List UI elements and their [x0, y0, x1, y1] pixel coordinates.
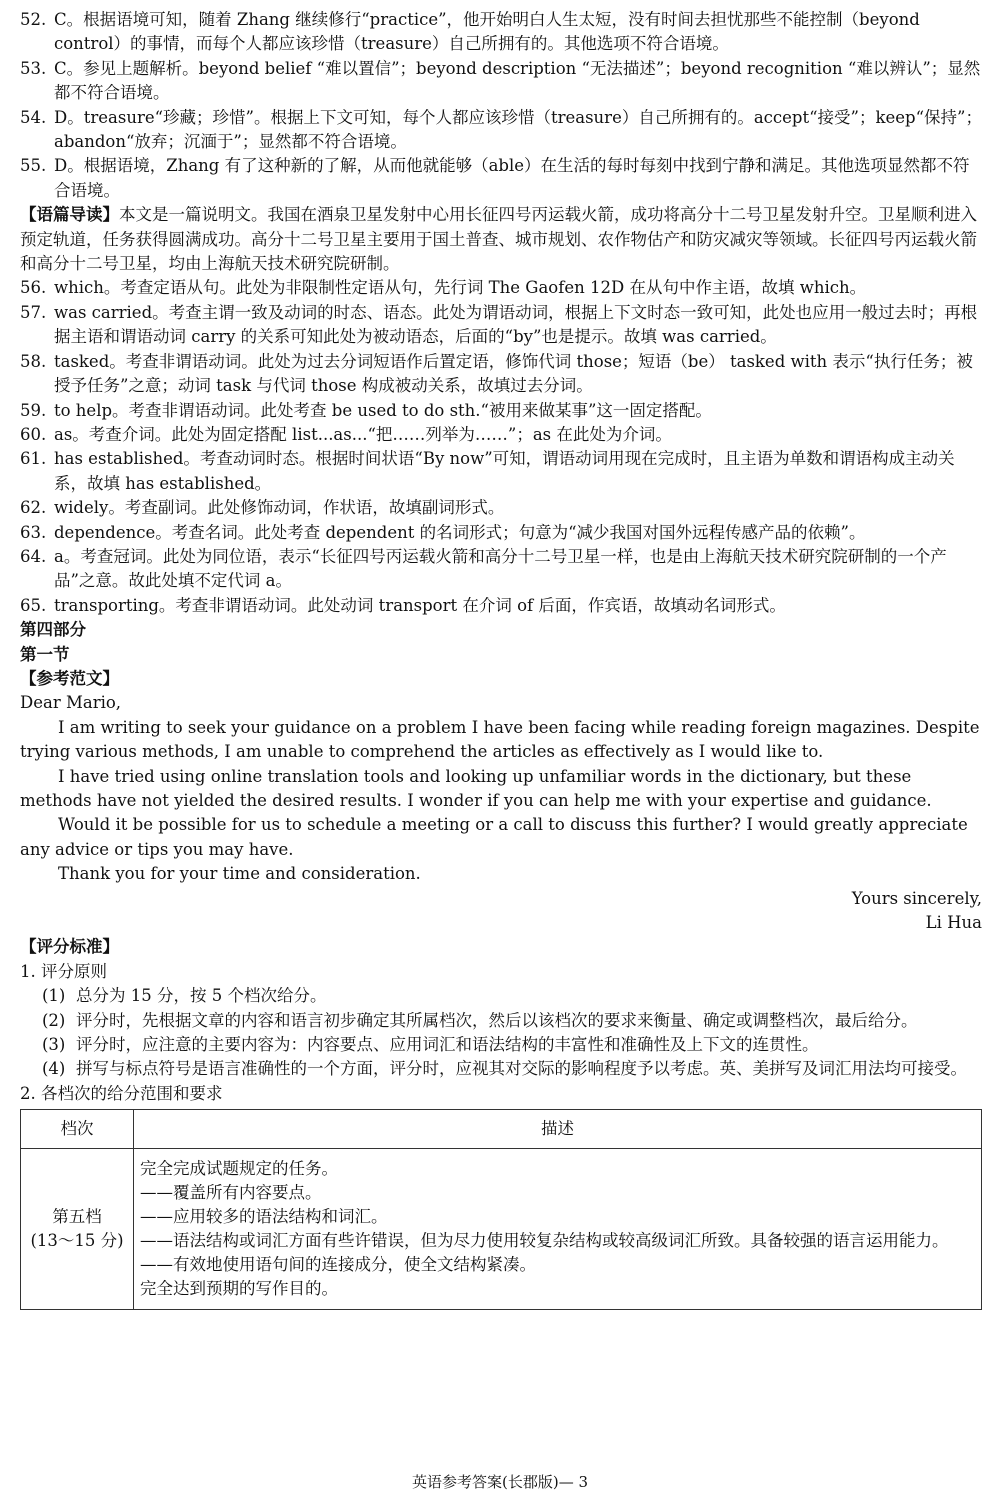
answer-item: [20, 350, 982, 399]
description-line: 完全达到预期的写作目的。: [140, 1279, 338, 1299]
letter-paragraph: Thank you for your time and consideration.: [58, 864, 421, 884]
answer-number: 59.: [20, 400, 47, 420]
letter-salutation: Dear Mario,: [20, 693, 122, 713]
letter-closing: Yours sincerely,: [851, 888, 982, 908]
criteria-tag: 【评分标准】: [20, 937, 119, 957]
description-line: 完全完成试题规定的任务。: [140, 1159, 338, 1179]
answer-number: 64.: [20, 546, 47, 566]
answer-page: [20, 8, 982, 1310]
answer-text: D。treasure“珍藏；珍惜”。根据上下文可知，每个人都应该珍惜（treasure）自己所拥有的。accept“接受”；keep“保持”；abandon“放弃；沉湎于”；显然都不符合语境。: [54, 107, 982, 152]
answer-item: [20, 521, 982, 545]
answer-number: 56.: [20, 278, 47, 298]
answer-text: transporting。考查非谓语动词。此处动词 transport 在介词 of 后面，作宾语，故填动名词形式。: [54, 595, 786, 615]
answer-text: which。考查定语从句。此处为非限制性定语从句，先行词 The Gaofen 12D 在从句中作主语，故填 which。: [54, 278, 867, 298]
criteria-number: (2): [42, 1010, 66, 1030]
answer-text: widely。考查副词。此处修饰动词，作状语，故填副词形式。: [54, 498, 505, 518]
answer-item: [20, 301, 982, 350]
level-name: 第五档: [52, 1206, 102, 1226]
section-heading: 第一节: [20, 644, 70, 664]
criteria-text: 评分时，先根据文章的内容和语言初步确定其所属档次，然后以该档次的要求来衡量、确定或调整档次，最后给分。: [76, 1010, 918, 1030]
levels-title: 2. 各档次的给分范围和要求: [20, 1083, 223, 1103]
criteria-item: [20, 984, 982, 1008]
answer-text: a。考查冠词。此处为同位语，表示“长征四号丙运载火箭和高分十二号卫星一样，也是由上海航天技术研究院研制的一个产品”之意。故此处填不定代词 a。: [54, 546, 947, 591]
description-line: ——语法结构或词汇方面有些许错误，但为尽力使用较复杂结构或较高级词汇所致。具备较强的语言运用能力。: [140, 1231, 949, 1251]
criteria-number: (4): [42, 1059, 66, 1079]
answer-number: 61.: [20, 449, 47, 469]
description-cell: [134, 1149, 982, 1310]
criteria-item: [20, 1033, 982, 1057]
passage-guide: [20, 203, 982, 276]
answer-text: as。考查介词。此处为固定搭配 list...as...“把……列举为……”；as 在此处为介词。: [54, 424, 672, 444]
answer-number: 60.: [20, 424, 47, 444]
guide-text: 本文是一篇说明文。我国在酒泉卫星发射中心用长征四号丙运载火箭，成功将高分十二号卫星发射升空。卫星顺利进入预定轨道，任务获得圆满成功。高分十二号卫星主要用于国土普查、城市规划、农作物估产和防灾减灾等领域。长征四号丙运载火箭和高分十二号卫星，均由上海航天技术研究院研制。: [20, 205, 977, 274]
answer-number: 58.: [20, 351, 47, 371]
answer-number: 65.: [20, 595, 47, 615]
criteria-item: [20, 1057, 982, 1081]
answer-number: 52.: [20, 10, 47, 29]
answers-56-65: [20, 276, 982, 618]
answer-item: [20, 106, 982, 155]
page-footer: 英语参考答案(长郡版)— 3: [411, 1473, 589, 1491]
answer-item: [20, 276, 982, 300]
letter-paragraph: Would it be possible for us to schedule a meeting or a call to discuss this further? I would greatly appreciate any advice or tips you may have.: [20, 815, 968, 859]
part-heading: 第四部分: [20, 620, 86, 640]
description-line: ——覆盖所有内容要点。: [140, 1183, 322, 1203]
answer-number: 62.: [20, 498, 47, 518]
answer-text: dependence。考查名词。此处考查 dependent 的名词形式；句意为“减少我国对国外远程传感产品的依赖”。: [54, 522, 866, 542]
sample-essay-tag: 【参考范文】: [20, 668, 119, 688]
answer-text: D。根据语境，Zhang 有了这种新的了解，从而他就能够（able）在生活的每时每刻中找到宁静和满足。其他选项显然都不符合语境。: [54, 156, 970, 200]
answers-52-55: [20, 8, 982, 203]
letter-paragraph: I have tried using online translation tools and looking up unfamiliar words in the dictionary, but these methods have not yielded the desired results. I wonder if you can help me with your expertise and guidance.: [20, 766, 932, 810]
answer-item: [20, 399, 982, 423]
answer-number: 55.: [20, 156, 47, 176]
principle-title: 1. 评分原则: [20, 961, 107, 981]
description-line: ——应用较多的语法结构和词汇。: [140, 1207, 388, 1227]
description-line: ——有效地使用语句间的连接成分，使全文结构紧凑。: [140, 1255, 536, 1275]
grading-table: [20, 1109, 982, 1310]
header-description: 描述: [134, 1110, 982, 1149]
answer-text: has established。考查动词时态。根据时间状语“By now”可知，谓语动词用现在完成时，且主语为单数和谓语构成主动关系，故填 has established。: [54, 449, 955, 493]
answer-item: [20, 447, 982, 496]
letter-signature: Li Hua: [925, 913, 982, 933]
table-header-row: [21, 1110, 982, 1149]
table-row: [21, 1149, 982, 1310]
answer-text: C。参见上题解析。beyond belief “难以置信”；beyond description “无法描述”；beyond recognition “难以辨认”；显然都不符合语境。: [54, 58, 981, 103]
answer-text: C。根据语境可知，随着 Zhang 继续修行“practice”，他开始明白人生太短，没有时间去担忧那些不能控制（beyond control）的事情，而每个人都应该珍惜（treasure）自己所拥有的。其他选项不符合语境。: [54, 10, 920, 54]
answer-item: [20, 545, 982, 594]
sample-letter: [20, 691, 982, 935]
answer-number: 57.: [20, 302, 47, 322]
guide-tag: 【语篇导读】: [20, 205, 119, 225]
criteria-text: 总分为 15 分，按 5 个档次给分。: [76, 986, 327, 1006]
answer-item: [20, 8, 982, 57]
level-range: (13～15 分): [30, 1231, 124, 1251]
answer-item: [20, 423, 982, 447]
level-cell: [21, 1149, 134, 1310]
answer-number: 63.: [20, 522, 47, 542]
answer-number: 54.: [20, 107, 47, 127]
criteria-text: 拼写与标点符号是语言准确性的一个方面，评分时，应视其对交际的影响程度予以考虑。英、美拼写及词汇用法均可接受。: [76, 1059, 967, 1079]
answer-number: 53.: [20, 58, 47, 78]
answer-text: to help。考查非谓语动词。此处考查 be used to do sth.“被用来做某事”这一固定搭配。: [54, 400, 712, 420]
letter-paragraph: I am writing to seek your guidance on a problem I have been facing while reading foreign magazines. Despite trying various methods, I am unable to comprehend the articles as effectively as I would like to.: [20, 717, 980, 762]
answer-item: [20, 594, 982, 618]
answer-text: tasked。考查非谓语动词。此处为过去分词短语作后置定语，修饰代词 those；短语（be） tasked with 表示“执行任务；被授予任务”之意；动词 task 与代词 those 构成被动关系，故填过去分词。: [54, 351, 973, 396]
answer-item: [20, 496, 982, 520]
header-level: 档次: [21, 1110, 134, 1149]
criteria-text: 评分时，应注意的主要内容为：内容要点、应用词汇和语法结构的丰富性和准确性及上下文的连贯性。: [76, 1035, 819, 1055]
answer-item: [20, 154, 982, 203]
criteria-number: (1): [42, 986, 66, 1006]
criteria-number: (3): [42, 1035, 66, 1055]
answer-item: [20, 57, 982, 106]
answer-text: was carried。考查主谓一致及动词的时态、语态。此处为谓语动词，根据上下文时态一致可知，此处也应用一般过去时；再根据主语和谓语动词 carry 的关系可知此处为被动语态，后面的“by”也是提示。故填 was carried。: [54, 302, 978, 347]
criteria-item: [20, 1009, 982, 1033]
